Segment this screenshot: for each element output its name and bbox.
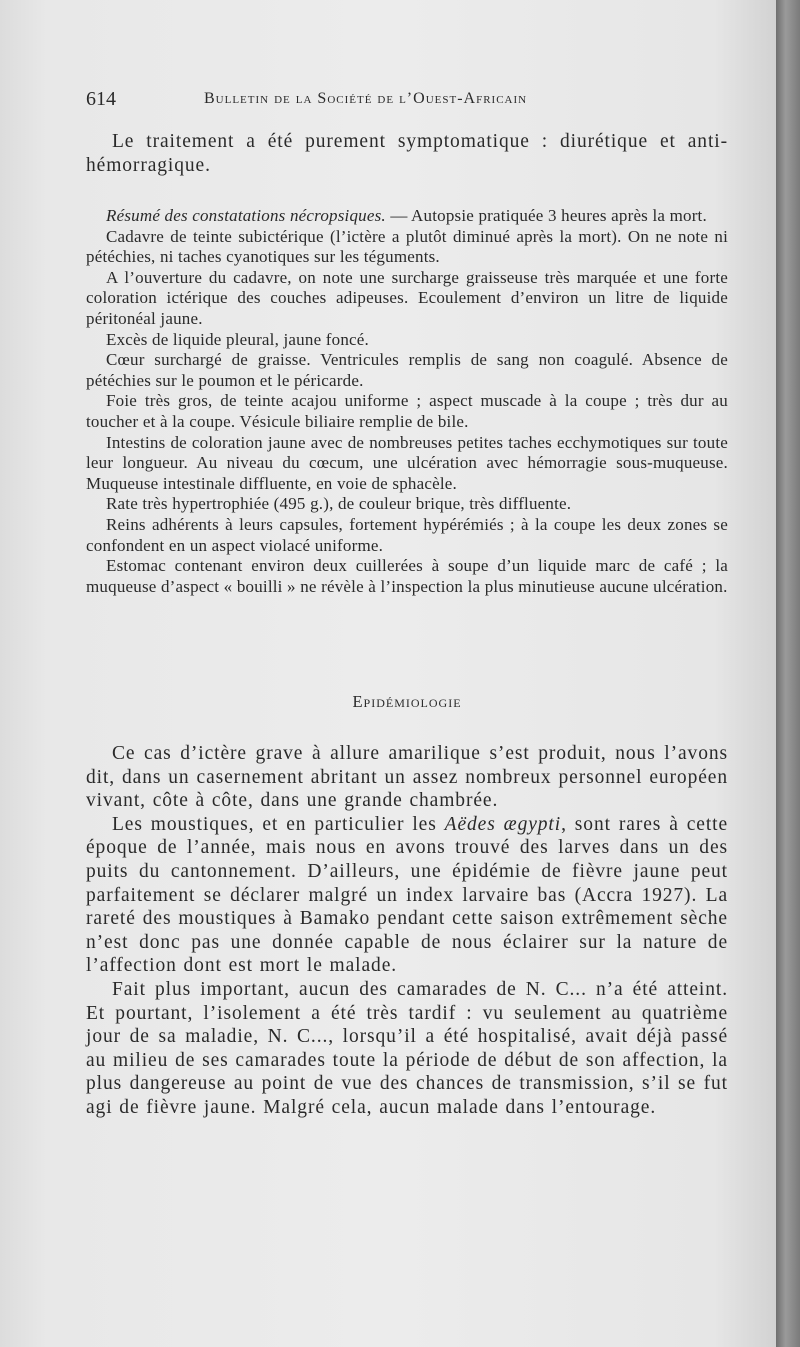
autopsy-block (86, 206, 728, 597)
treatment-paragraph: Le traitement a été purement symptomatique : diurétique et anti-hémorragique. (86, 131, 728, 176)
species-name: Aëdes ægypti (444, 813, 562, 835)
autopsy-paragraph: Excès de liquide pleural, jaune foncé. (106, 329, 369, 349)
epidemiology-block (86, 742, 728, 1120)
epidemiology-paragraph: Fait plus important, aucun des camarades de N. C... n’a été atteint. Et pourtant, l’isolement a été très tardif : vu seulement au quatrième jour de sa maladie, N. C..., lorsqu’il a été hospitalisé, avait déjà passé au milieu de ses camarades toute la période de début de son affection, la plus dangereuse au point de vue des chances de transmission, s’il se fut agi de fièvre jaune. Malgré cela, aucun malade dans l’entourage. (86, 978, 728, 1118)
autopsy-paragraph: Cœur surchargé de graisse. Ventricules remplis de sang non coagulé. Absence de pétéchies sur le poumon et le péricarde. (86, 350, 728, 390)
page-number: 614 (86, 88, 116, 110)
autopsy-paragraph: A l’ouverture du cadavre, on note une surcharge graisseuse très marquée et une forte coloration ictérique des couches adipeuses. Ecoulement d’environ un litre de liquide péritonéal jaune. (86, 267, 728, 328)
intro-block (86, 130, 728, 177)
autopsy-heading-text: — Autopsie pratiquée 3 heures après la mort. (385, 206, 707, 225)
epidemiology-paragraph: Ce cas d’ictère grave à allure amarilique s’est produit, nous l’avons dit, dans un casernement abritant un assez nombreux personnel européen vivant, côte à côte, dans une grande chambrée. (86, 743, 728, 812)
autopsy-paragraph: Estomac contenant environ deux cuillerées à soupe d’un liquide marc de café ; la muqueuse d’aspect « bouilli » ne révèle à l’inspection la plus minutieuse aucune ulcération. (86, 556, 728, 596)
autopsy-paragraph: Reins adhérents à leurs capsules, fortement hypérémiés ; à la coupe les deux zones se confondent en un aspect violacé uniforme. (86, 514, 728, 555)
epidemiology-paragraph (86, 813, 728, 978)
paragraph-text: Les moustiques, et en particulier les (112, 813, 445, 835)
running-title: Bulletin de la Société de l’Ouest-Africain (204, 90, 528, 107)
autopsy-heading-paragraph (86, 206, 728, 227)
autopsy-paragraph: Rate très hypertrophiée (495 g.), de couleur brique, très diffluente. (106, 494, 572, 514)
autopsy-paragraph: Intestins de coloration jaune avec de nombreuses petites taches ecchymotiques sur toute leur longueur. Au niveau du cœcum, une ulcération avec hémorragie sous-muqueuse. Muqueuse intestinale diffluente, en voie de sphacèle. (86, 432, 728, 493)
page-edge (776, 0, 800, 1347)
page-header (86, 88, 728, 114)
autopsy-heading-italic: Résumé des constatations nécropsiques. (106, 206, 386, 225)
paragraph-text: , sont rares à cette époque de l’année, mais nous en avons trouvé des larves dans un des puits du cantonnement. D’ailleurs, une épidémie de fièvre jaune peut parfaitement se déclarer malgré un index larvaire bas (Accra 1927). La rareté des moustiques à Bamako pendant cette saison extrêmement sèche n’est donc pas une donnée capable de nous éclairer sur la nature de l’affection dont est mort le malade. (86, 813, 729, 977)
autopsy-paragraph: Cadavre de teinte subictérique (l’ictère a plutôt diminué après la mort). On ne note ni pétéchies, ni taches cyanotiques sur les téguments. (86, 226, 728, 267)
autopsy-paragraph: Foie très gros, de teinte acajou uniforme ; aspect muscade à la coupe ; très dur au toucher et à la coupe. Vésicule biliaire remplie de bile. (86, 391, 728, 431)
section-title: Epidémiologie (352, 692, 462, 711)
